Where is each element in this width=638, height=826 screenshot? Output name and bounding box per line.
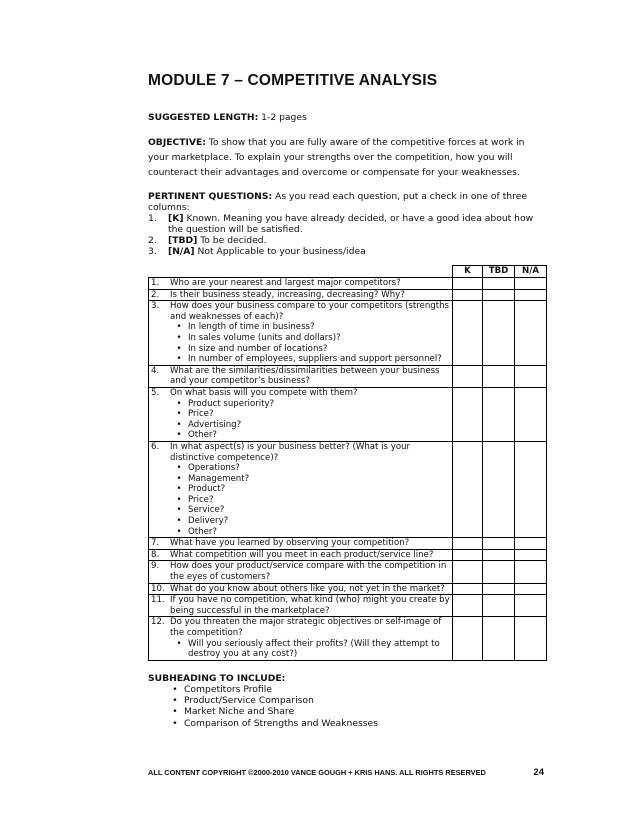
check-cell-tbd[interactable] [483, 561, 515, 583]
question-subitem [151, 430, 450, 441]
bullet-icon: • [172, 683, 178, 695]
bullet-icon: • [176, 409, 182, 420]
question-number: 1. [151, 278, 160, 288]
question-subitem [151, 495, 450, 506]
question-cell [149, 617, 453, 660]
question-text: Do you threaten the major strategic objectives or self-image of the competition? [170, 617, 442, 638]
check-cell-na[interactable] [515, 549, 547, 561]
question-text: On what basis will you compete with them? [170, 387, 358, 398]
check-cell-na[interactable] [515, 583, 547, 595]
question-text: In what aspect(s) is your business better? (What is your distinctive competence)? [170, 441, 411, 463]
question-subitem [151, 527, 450, 538]
question-text: How does your product/service compare with the competition in the eyes of customers? [170, 561, 447, 583]
check-cell-na[interactable] [515, 561, 547, 583]
question-text: Is their business steady, increasing, decreasing? Why? [170, 289, 405, 300]
question-subitem [151, 420, 450, 431]
subitem-text: Product superiority? [188, 398, 275, 409]
subitem-text: Management? [188, 473, 250, 484]
subitem-text: Advertising? [188, 419, 242, 430]
question-text: What are the similarities/dissimilarities between your business and your competitor’s business? [170, 365, 440, 387]
question-cell [149, 278, 453, 290]
check-cell-na[interactable] [515, 301, 547, 366]
question-subitem [151, 409, 450, 420]
subheading-item [148, 684, 548, 695]
subitem-text: In length of time in business? [188, 322, 315, 333]
question-subitem [151, 463, 450, 474]
bullet-icon: • [176, 430, 182, 441]
check-cell-k[interactable] [453, 561, 483, 583]
bullet-icon: • [176, 484, 182, 495]
check-cell-k[interactable] [453, 278, 483, 290]
legend-item [148, 235, 548, 246]
question-number: 11. [151, 595, 165, 606]
question-number: 5. [151, 387, 160, 398]
subitem-text: In sales volume (units and dollars)? [188, 332, 341, 343]
question-cell [149, 549, 453, 561]
question-subitem [151, 344, 450, 355]
question-number: 2. [151, 289, 160, 300]
subitem-text: Service? [188, 505, 225, 516]
check-cell-k[interactable] [453, 289, 483, 301]
bullet-icon: • [176, 343, 182, 354]
question-subitem [151, 322, 450, 333]
suggested-length-text: 1-2 pages [258, 112, 307, 123]
check-cell-k[interactable] [453, 583, 483, 595]
subheading-section [148, 673, 548, 729]
check-cell-na[interactable] [515, 278, 547, 290]
question-row [149, 617, 547, 660]
bullet-icon: • [172, 706, 178, 718]
question-number: 12. [151, 617, 165, 628]
question-cell [149, 441, 453, 537]
question-row [149, 278, 547, 290]
question-cell [149, 301, 453, 366]
subitem-text: Price? [188, 409, 214, 420]
subitem-text: Other? [188, 526, 217, 537]
legend-key: [TBD] [168, 235, 198, 246]
legend-text [168, 213, 548, 235]
question-text: If you have no competition, what kind (who) might you create by being successful in the marketplace? [170, 595, 450, 616]
question-subitem [151, 354, 450, 365]
check-cell-tbd[interactable] [483, 301, 515, 366]
legend-number: 2. [148, 235, 157, 246]
header-na: N/A [515, 266, 547, 278]
bullet-icon: • [176, 322, 182, 333]
check-cell-k[interactable] [453, 301, 483, 366]
question-cell [149, 561, 453, 583]
question-subitem [151, 639, 450, 660]
pertinent-questions-label: PERTINENT QUESTIONS: [148, 191, 273, 202]
question-text: What have you learned by observing your competition? [170, 538, 410, 549]
question-subitem [151, 333, 450, 344]
check-cell-na[interactable] [515, 365, 547, 387]
check-cell-tbd[interactable] [483, 387, 515, 441]
subheading-item-text: Market Niche and Share [184, 706, 295, 718]
header-k: K [453, 266, 483, 278]
bullet-icon: • [176, 354, 182, 365]
question-subitem [151, 474, 450, 485]
bullet-icon: • [176, 505, 182, 516]
question-number: 6. [151, 441, 160, 452]
pertinent-questions-text: As you read each question, put a check in one of three columns: [148, 191, 528, 213]
check-cell-na[interactable] [515, 538, 547, 550]
suggested-length [148, 110, 548, 125]
bullet-icon: • [176, 526, 182, 537]
check-cell-na[interactable] [515, 595, 547, 617]
check-cell-tbd[interactable] [483, 365, 515, 387]
bullet-icon: • [176, 398, 182, 409]
check-cell-tbd[interactable] [483, 441, 515, 537]
subheading-item [148, 718, 548, 729]
question-cell [149, 289, 453, 301]
question-number: 7. [151, 538, 160, 549]
legend-description: Not Applicable to your business/idea [194, 246, 366, 257]
legend-description: Known. Meaning you have already decided, or have a good idea about how the question will be satisfied. [168, 213, 534, 235]
subitem-text: Product? [188, 484, 226, 495]
question-subitem [151, 484, 450, 495]
page-title: MODULE 7 – COMPETITIVE ANALYSIS [148, 72, 438, 89]
question-row [149, 365, 547, 387]
bullet-icon: • [176, 332, 182, 343]
legend-description: To be decided. [197, 235, 267, 246]
check-cell-k[interactable] [453, 549, 483, 561]
question-cell [149, 365, 453, 387]
check-cell-tbd[interactable] [483, 278, 515, 290]
subheading-item-text: Comparison of Strengths and Weaknesses [184, 717, 378, 729]
check-cell-tbd[interactable] [483, 595, 515, 617]
bullet-icon: • [176, 494, 182, 505]
header-tbd: TBD [483, 266, 515, 278]
question-cell [149, 387, 453, 441]
check-cell-k[interactable] [453, 441, 483, 537]
question-row [149, 289, 547, 301]
subheading-item-text: Competitors Profile [184, 683, 272, 695]
subitem-text: Price? [188, 494, 214, 505]
check-cell-tbd[interactable] [483, 583, 515, 595]
bullet-icon: • [176, 473, 182, 484]
legend-item [148, 246, 548, 257]
question-row [149, 595, 547, 617]
legend-item [148, 213, 548, 235]
subitem-text: Will you seriously affect their profits? (Will they attempt to destroy you at any cost?) [188, 638, 440, 660]
legend-key: [K] [168, 213, 184, 224]
pertinent-questions [148, 191, 548, 213]
question-text: How does your business compare to your competitors (strengths and weaknesses of each)? [170, 301, 450, 322]
check-cell-tbd[interactable] [483, 538, 515, 550]
legend-number: 3. [148, 246, 157, 257]
question-row [149, 441, 547, 537]
question-row [149, 387, 547, 441]
page-number: 24 [533, 767, 544, 778]
legend-number: 1. [148, 213, 157, 224]
question-text: What competition will you meet in each product/service line? [170, 549, 434, 560]
check-cell-k[interactable] [453, 365, 483, 387]
question-cell [149, 583, 453, 595]
bullet-icon: • [172, 695, 178, 707]
subheading-item [148, 706, 548, 717]
question-row [149, 561, 547, 583]
bullet-icon: • [176, 516, 182, 527]
question-subitem [151, 505, 450, 516]
question-number: 10. [151, 583, 165, 594]
suggested-length-label: SUGGESTED LENGTH: [148, 112, 259, 123]
subheading-item [148, 695, 548, 706]
question-number: 4. [151, 365, 160, 376]
check-cell-k[interactable] [453, 595, 483, 617]
question-number: 3. [151, 301, 160, 312]
question-text: What do you know about others like you, not yet in the market? [170, 583, 445, 594]
objective-label: OBJECTIVE: [148, 137, 206, 148]
bullet-icon: • [176, 419, 182, 430]
subitem-text: Other? [188, 430, 217, 441]
question-text: Who are your nearest and largest major competitors? [170, 278, 401, 288]
questions-table [148, 265, 547, 661]
bullet-icon: • [176, 463, 182, 474]
check-cell-na[interactable] [515, 617, 547, 660]
check-cell-tbd[interactable] [483, 617, 515, 660]
document-page [148, 72, 548, 729]
subheading-item-text: Product/Service Comparison [184, 695, 314, 707]
question-number: 8. [151, 549, 160, 560]
legend-text [168, 246, 548, 257]
subitem-text: In size and number of locations? [188, 343, 328, 354]
bullet-icon: • [172, 717, 178, 729]
question-subitem [151, 399, 450, 410]
question-number: 9. [151, 561, 160, 572]
legend-list [148, 213, 548, 257]
subitem-text: Delivery? [188, 516, 229, 527]
check-cell-k[interactable] [453, 538, 483, 550]
question-row [149, 301, 547, 366]
subitem-text: In number of employees, suppliers and support personnel? [188, 354, 442, 365]
subheading-label: SUBHEADING TO INCLUDE: [148, 672, 286, 684]
question-subitem [151, 516, 450, 527]
check-cell-k[interactable] [453, 387, 483, 441]
check-cell-na[interactable] [515, 289, 547, 301]
subitem-text: Operations? [188, 463, 240, 474]
check-cell-na[interactable] [515, 441, 547, 537]
legend-text [168, 235, 548, 246]
question-cell [149, 595, 453, 617]
check-cell-tbd[interactable] [483, 549, 515, 561]
footer [148, 768, 548, 777]
question-row [149, 538, 547, 550]
objective-text: To show that you are fully aware of the competitive forces at work in your marketplace. To explain your strengths over the competition, how you will counteract their advantages and overcome or compensate for your weaknesses. [148, 137, 525, 178]
check-cell-k[interactable] [453, 617, 483, 660]
objective [148, 135, 548, 180]
question-row [149, 549, 547, 561]
legend-key: [N/A] [168, 246, 195, 257]
bullet-icon: • [176, 638, 182, 649]
question-cell [149, 538, 453, 550]
footer-copyright: ALL CONTENT COPYRIGHT ©2000-2010 VANCE GOUGH + KRIS HANS. ALL RIGHTS RESERVED [148, 768, 486, 777]
question-row [149, 583, 547, 595]
check-cell-tbd[interactable] [483, 289, 515, 301]
table-corner [149, 266, 453, 278]
check-cell-na[interactable] [515, 387, 547, 441]
